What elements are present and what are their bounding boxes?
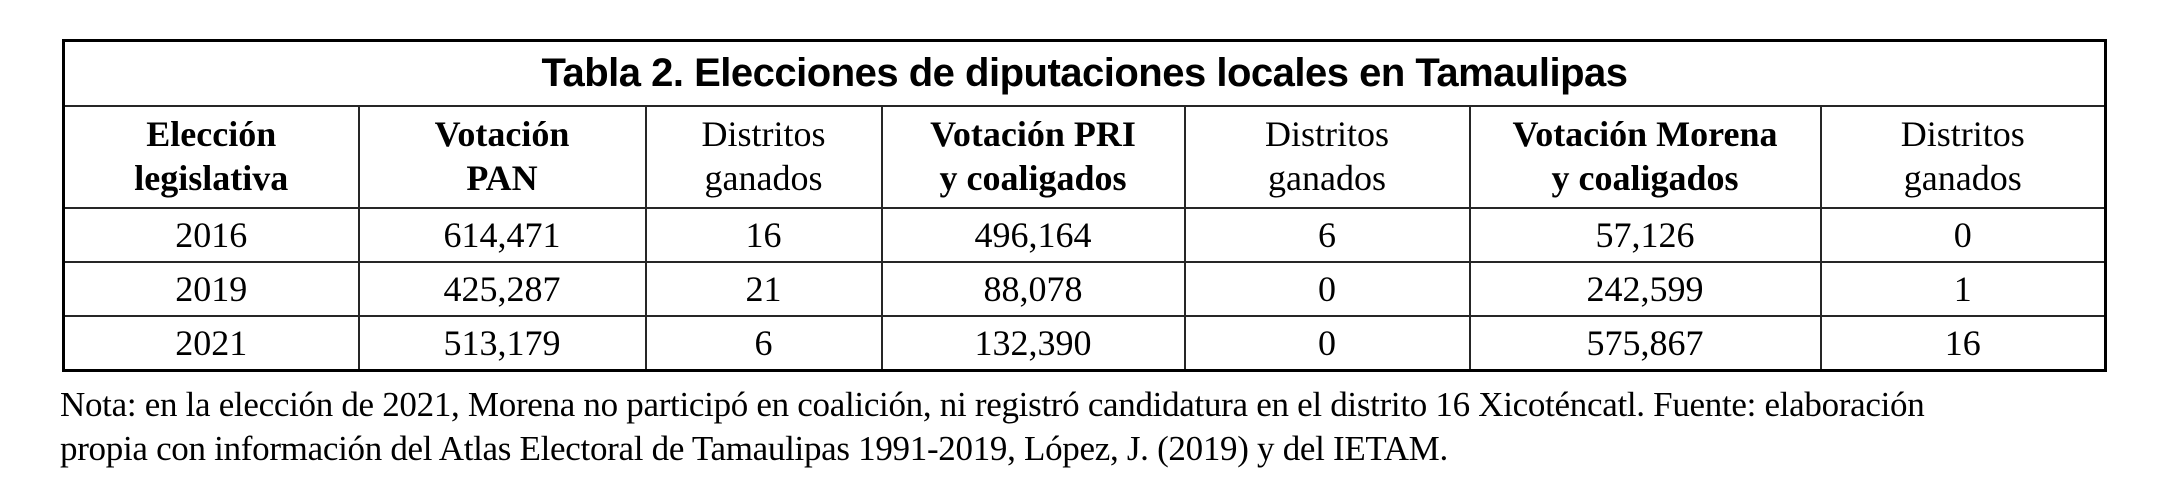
table-cell-votes-pri: 132,390 xyxy=(882,316,1185,371)
column-header-distritos-ganados-pri xyxy=(1185,106,1470,208)
table-cell-districts-morena: 16 xyxy=(1821,316,2106,371)
table-title: Tabla 2. Elecciones de diputaciones locales en Tamaulipas xyxy=(64,41,2106,107)
table-row-2019 xyxy=(64,262,2106,316)
table-row-2016 xyxy=(64,208,2106,262)
column-header-votacion-pri xyxy=(882,106,1185,208)
table-cell-districts-pri: 0 xyxy=(1185,262,1470,316)
table-cell-votes-pri: 88,078 xyxy=(882,262,1185,316)
column-header-line2: ganados xyxy=(1903,158,2022,198)
column-header-line1: Distritos xyxy=(1264,114,1389,155)
table-cell-districts-morena: 1 xyxy=(1821,262,2106,316)
column-header-line1: Votación Morena xyxy=(1512,114,1778,155)
table-cell-year: 2016 xyxy=(64,208,359,262)
table-cell-districts-pri: 6 xyxy=(1185,208,1470,262)
table-cell-districts-pri: 0 xyxy=(1185,316,1470,371)
table-row-2021 xyxy=(64,316,2106,371)
table-cell-year: 2019 xyxy=(64,262,359,316)
column-header-line2: ganados xyxy=(1268,158,1386,198)
table-cell-year: 2021 xyxy=(64,316,359,371)
table-cell-districts-pan: 16 xyxy=(646,208,882,262)
column-header-line2: ganados xyxy=(704,158,823,198)
column-header-distritos-ganados-morena xyxy=(1821,106,2106,208)
column-header-line2: PAN xyxy=(466,158,538,198)
table-cell-votes-morena: 575,867 xyxy=(1470,316,1821,371)
column-header-votacion-pan xyxy=(359,106,646,208)
elections-table xyxy=(62,39,2107,372)
column-header-votacion-morena xyxy=(1470,106,1821,208)
column-header-line2: y coaligados xyxy=(1551,158,1739,198)
header-row xyxy=(64,106,2106,208)
column-header-line1: Distritos xyxy=(701,114,826,155)
column-header-line2: legislativa xyxy=(134,158,289,198)
note-line-1: Nota: en la elección de 2021, Morena no participó en coalición, ni registró candidatura en el distrito 16 Xicoténcatl. Fuente: elaboración xyxy=(60,385,1925,424)
column-header-line2: y coaligados xyxy=(939,158,1127,198)
table-cell-votes-pan: 513,179 xyxy=(359,316,646,371)
table-cell-votes-pan: 425,287 xyxy=(359,262,646,316)
column-header-line1: Votación xyxy=(434,114,570,155)
column-header-line1: Elección xyxy=(146,114,277,155)
table-note xyxy=(60,383,1924,471)
column-header-line1: Votación PRI xyxy=(930,114,1136,155)
table-cell-votes-morena: 242,599 xyxy=(1470,262,1821,316)
note-line-2: propia con información del Atlas Electoral de Tamaulipas 1991-2019, López, J. (2019) y del IETAM. xyxy=(60,429,1448,468)
table-cell-votes-pri: 496,164 xyxy=(882,208,1185,262)
title-row xyxy=(64,41,2106,107)
table-cell-districts-pan: 21 xyxy=(646,262,882,316)
column-header-line1: Distritos xyxy=(1900,114,2025,155)
table-cell-votes-morena: 57,126 xyxy=(1470,208,1821,262)
table-cell-votes-pan: 614,471 xyxy=(359,208,646,262)
table-cell-districts-pan: 6 xyxy=(646,316,882,371)
column-header-distritos-ganados-pan xyxy=(646,106,882,208)
column-header-eleccion-legislativa xyxy=(64,106,359,208)
table-cell-districts-morena: 0 xyxy=(1821,208,2106,262)
